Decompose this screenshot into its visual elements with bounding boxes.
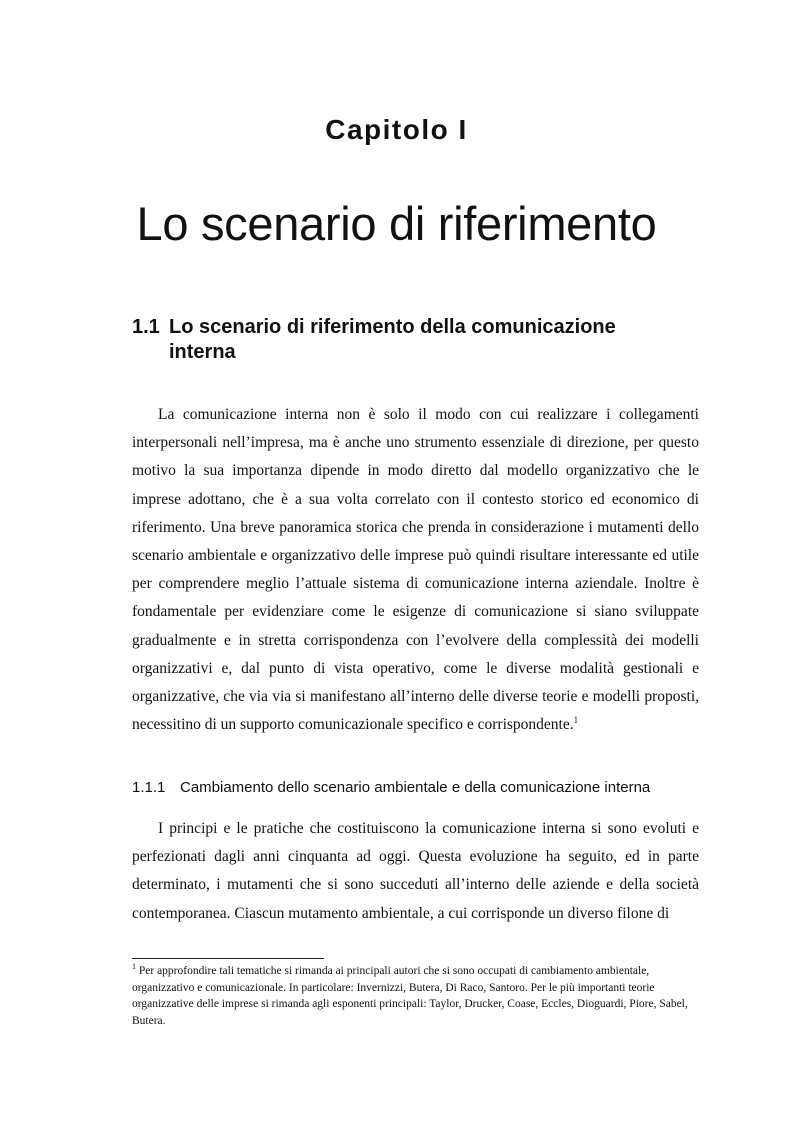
footnote-reference[interactable]: 1 (573, 715, 579, 726)
footnote-text: Per approfondire tali tematiche si rimanda ai principali autori che si sono occupati di cambiamento ambientale, organizzativo e comunicazionale. In particolare: Invernizzi, Butera, Di Raco, Santoro. Per le più importanti teorie organizzative delle imprese si rimanda agli esponenti principali: Taylor, Drucker, Coase, Eccles, Dioguardi, Piore, Sabel, Butera. (132, 965, 688, 1027)
subsection-title: Cambiamento dello scenario ambientale e della comunicazione interna (180, 779, 651, 796)
section-title-line2: interna (169, 341, 236, 363)
subsection-number: 1.1.1 (132, 779, 166, 796)
section-heading (132, 315, 692, 365)
footnote-marker: 1 (132, 962, 136, 972)
footnote (132, 963, 699, 1029)
section-paragraph (132, 401, 699, 739)
subsection-heading (132, 779, 732, 796)
section-number: 1.1 (132, 316, 160, 338)
section-paragraph-text: La comunicazione interna non è solo il modo con cui realizzare i collegamenti interpersonali nell’impresa, ma è anche uno strumento essenziale di direzione, per questo motivo la sua importanza dipende in modo diretto dal modello organizzativo che le imprese adottano, che è a sua volta correlato con il contesto storico ed economico di riferimento. Una breve panoramica storica che prenda in considerazione i mutamenti dello scenario ambientale e organizzativo delle imprese può quindi risultare interessante ed utile per comprendere meglio l’attuale sistema di comunicazione interna aziendale. Inoltre è fondamentale per evidenziare come le esigenze di comunicazione si siano sviluppate gradualmente e in stretta corrispondenza con l’evolvere della complessità dei modelli organizzativi e, dal punto di vista operativo, come le diverse modalità gestionali e organizzative, che via via si manifestano all’interno delle diverse teorie e modelli proposti, necessitino di un supporto comunicazionale specifico e corrispondente. (132, 406, 699, 734)
chapter-label: Capitolo I (325, 114, 468, 145)
chapter-title: Lo scenario di riferimento (136, 197, 657, 250)
footnote-divider (132, 958, 324, 959)
subsection-paragraph: I principi e le pratiche che costituiscono la comunicazione interna si sono evoluti e perfezionati dagli anni cinquanta ad oggi. Questa evoluzione ha seguito, ed in parte determinato, i mutamenti che si sono succeduti all’interno delle aziende e della società contemporanea. Ciascun mutamento ambientale, a cui corrisponde un diverso filone di (132, 820, 699, 922)
section-title-line1: Lo scenario di riferimento della comunicazione (169, 316, 616, 338)
